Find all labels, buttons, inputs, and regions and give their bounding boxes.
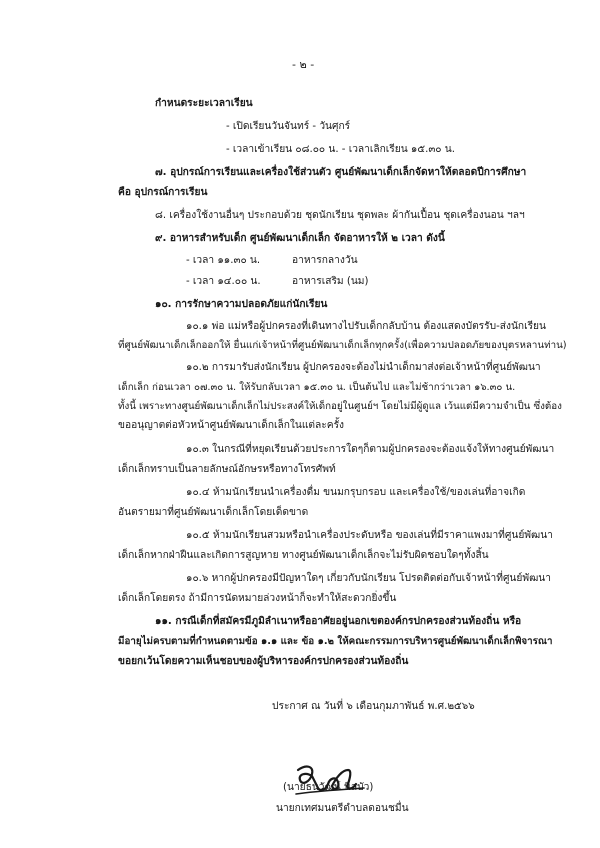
item-11-line-2: มีอายุไม่ครบตามที่กำหนดตามข้อ ๑.๑ และ ข้อ ๑.๒ ให้คณะกรรมการบริหารศูนย์พัฒนาเด็กเล็กพิจารณา: [118, 636, 553, 647]
item-7-continuation: คือ อุปกรณ์การเรียน: [118, 187, 208, 198]
item-9-heading: ๙. อาหารสำหรับเด็ก ศูนย์พัฒนาเด็กเล็ก จัดอาหารให้ ๒ เวลา ดังนี้: [155, 233, 445, 244]
item-10-6-line-2: เด็กเล็กโดยตรง ถ้ามีการนัดหมายล่วงหน้าก็จะทำให้สะดวกยิ่งขึ้น: [118, 593, 397, 604]
handwritten-signature: [292, 760, 372, 800]
item-10-2-line-3: ทั้งนี้ เพราะทางศูนย์พัฒนาเด็กเล็กไม่ประสงค์ให้เด็กอยู่ในศูนย์ฯ โดยไม่มีผู้ดูแล เว้นแต่มีความจำเป็น ซึ่งต้อง: [118, 401, 562, 412]
item-10-1-line-1: ๑๐.๑ พ่อ แม่หรือผู้ปกครองที่เดินทางไปรับเด็กกลับบ้าน ต้องแสดงบัตรรับ-ส่งนักเรียน: [186, 321, 546, 332]
schedule-times: - เวลาเข้าเรียน ๐๘.๐๐ น. - เวลาเลิกเรียน ๑๕.๓๐ น.: [226, 144, 455, 155]
item-10-2-line-2: เด็กเล็ก ก่อนเวลา ๐๗.๓๐ น. ให้รับกลับเวลา ๑๕.๓๐ น. เป็นต้นไป และไม่ช้ากว่าเวลา ๑๖.๓๐ น.: [118, 382, 516, 393]
item-10-3-line-2: เด็กเล็กทราบเป็นลายลักษณ์อักษรหรือทางโทรศัพท์: [118, 464, 336, 475]
schedule-days: - เปิดเรียนวันจันทร์ - วันศุกร์: [226, 121, 351, 132]
item-11-line-3: ขอยกเว้นโดยความเห็นชอบของผู้บริหารองค์กรปกครองส่วนท้องถิ่น: [118, 656, 409, 667]
section-heading-schedule: กำหนดระยะเวลาเรียน: [155, 98, 253, 109]
item-10-4-line-1: ๑๐.๔ ห้ามนักเรียนนำเครื่องดื่ม ขนมกรุบกรอบ และเครื่องใช้/ของเล่นที่อาจเกิด: [186, 487, 526, 498]
signatory-name: (นายธนวัฒน์ นิลบัว): [283, 782, 374, 793]
item-10-4-line-2: อันตรายมาที่ศูนย์พัฒนาเด็กเล็กโดยเด็ดขาด: [118, 507, 309, 518]
page-number: - ๒ -: [292, 58, 315, 71]
item-10-6-line-1: ๑๐.๖ หากผู้ปกครองมีปัญหาใดๆ เกี่ยวกับนักเรียน โปรดติดต่อกับเจ้าหน้าที่ศูนย์พัฒนา: [186, 573, 551, 584]
meal-time-1: - เวลา ๑๑.๓๐ น.: [186, 255, 261, 266]
item-8: ๘. เครื่องใช้งานอื่นๆ ประกอบด้วย ชุดนักเรียน ชุดพละ ผ้ากันเปื้อน ชุดเครื่องนอน ฯลฯ: [155, 210, 525, 221]
item-10-2-line-1: ๑๐.๒ การมารับส่งนักเรียน ผู้ปกครองจะต้องไม่นำเด็กมาส่งต่อเจ้าหน้าที่ศูนย์พัฒนา: [186, 362, 541, 373]
item-10-1-line-2: ที่ศูนย์พัฒนาเด็กเล็กออกให้ ยื่นแก่เจ้าหน้าที่ศูนย์พัฒนาเด็กเล็กทุกครั้ง(เพื่อความปลอดภัยของบุตรหลานท่าน): [118, 340, 567, 351]
item-11-line-1: ๑๑. กรณีเด็กที่สมัครมีภูมิลำเนาหรืออาศัยอยู่นอกเขตองค์กรปกครองส่วนท้องถิ่น หรือ: [155, 616, 522, 627]
signatory-title: นายกเทศมนตรีตำบลดอนชมื่น: [276, 803, 409, 814]
item-7-heading: ๗. อุปกรณ์การเรียนและเครื่องใช้ส่วนตัว ศูนย์พัฒนาเด็กเล็กจัดหาให้ตลอดปีการศึกษา: [155, 167, 527, 178]
meal-time-2: - เวลา ๑๔.๐๐ น.: [186, 276, 261, 287]
item-10-3-line-1: ๑๐.๓ ในกรณีที่หยุดเรียนด้วยประการใดๆก็ตามผู้ปกครองจะต้องแจ้งให้ทางศูนย์พัฒนา: [186, 444, 555, 455]
meal-name-2: อาหารเสริม (นม): [292, 276, 369, 287]
announcement-date: ประกาศ ณ วันที่ ๖ เดือนกุมภาพันธ์ พ.ศ.๒๕๖๖: [272, 701, 475, 712]
meal-name-1: อาหารกลางวัน: [292, 255, 358, 266]
item-10-heading: ๑๐. การรักษาความปลอดภัยแก่นักเรียน: [155, 299, 328, 310]
item-10-2-line-4: ขออนุญาตต่อหัวหน้าศูนย์พัฒนาเด็กเล็กในแต่ละครั้ง: [118, 420, 345, 431]
item-10-5-line-2: เด็กเล็กหากฝ่าฝืนและเกิดการสูญหาย ทางศูนย์พัฒนาเด็กเล็กจะไม่รับผิดชอบใดๆทั้งสิ้น: [118, 550, 489, 561]
item-10-5-line-1: ๑๐.๕ ห้ามนักเรียนสวมหรือนำเครื่องประดับหรือ ของเล่นที่มีราคาแพงมาที่ศูนย์พัฒนา: [186, 530, 553, 541]
